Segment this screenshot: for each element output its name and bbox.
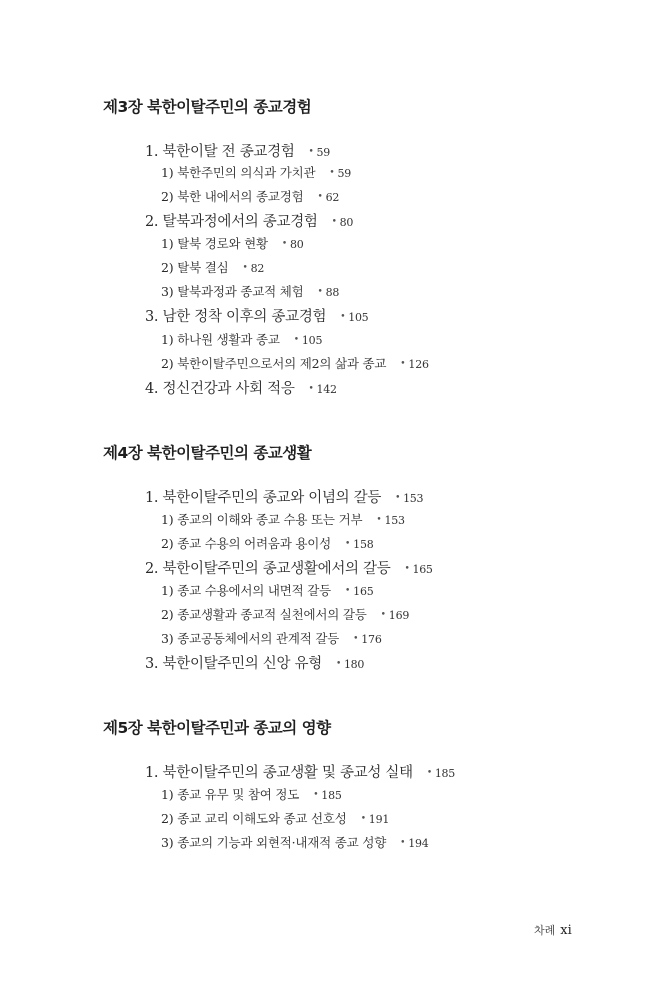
bullet-icon: • <box>345 539 351 549</box>
bullet-icon: • <box>353 634 359 644</box>
toc-subsection[interactable] <box>161 330 322 348</box>
bullet-icon: • <box>281 239 287 249</box>
toc-section-label: 2. 탈북과정에서의 종교경험 <box>145 214 318 230</box>
bullet-icon: • <box>376 515 382 525</box>
bullet-icon: • <box>335 659 341 669</box>
bullet-icon: • <box>404 564 410 574</box>
toc-subsection[interactable] <box>161 833 429 851</box>
toc-section-label: 1. 북한이탈주민의 종교생활 및 종교성 실태 <box>145 765 413 781</box>
page-number: 105 <box>301 334 323 347</box>
page-number: 185 <box>434 767 455 780</box>
bullet-icon: • <box>400 838 406 848</box>
toc-subsection-label: 2) 종교 교리 이해도와 종교 선호성 <box>161 811 347 826</box>
footer-label: 차례 <box>534 924 556 937</box>
page-number: 165 <box>412 563 433 576</box>
page-number: 194 <box>408 837 429 850</box>
page-number: 153 <box>384 514 405 527</box>
bullet-icon: • <box>345 586 351 596</box>
page-number: 180 <box>343 658 365 671</box>
toc-subsection[interactable] <box>161 605 409 623</box>
toc-subsection[interactable] <box>161 258 264 276</box>
toc-section-label: 1. 북한이탈주민의 종교와 이념의 갈등 <box>145 490 382 506</box>
page-number: 59 <box>316 146 330 159</box>
page-number: 126 <box>408 358 429 371</box>
toc-section-label: 1. 북한이탈 전 종교경험 <box>145 144 295 160</box>
toc-subsection-label: 2) 종교 수용의 어려움과 용이성 <box>161 536 332 551</box>
toc-subsection[interactable] <box>161 234 304 252</box>
toc-subsection-label: 2) 북한이탈주민으로서의 제2의 삶과 종교 <box>161 356 387 371</box>
bullet-icon: • <box>313 790 319 800</box>
toc-section[interactable] <box>145 486 423 507</box>
toc-subsection-label: 3) 탈북과정과 종교적 체험 <box>161 284 304 299</box>
page-number: 80 <box>339 216 354 229</box>
bullet-icon: • <box>400 359 406 369</box>
bullet-icon: • <box>308 147 314 157</box>
chapter-title: 제4장 북한이탈주민의 종교생활 <box>103 444 312 462</box>
page-number: 88 <box>325 286 340 299</box>
page-footer <box>534 922 572 938</box>
toc-subsection-label: 1) 북한주민의 의식과 가치관 <box>161 165 316 180</box>
bullet-icon: • <box>242 263 248 273</box>
toc-subsection-label: 2) 북한 내에서의 종교경험 <box>161 189 304 204</box>
bullet-icon: • <box>426 768 432 778</box>
toc-section[interactable] <box>145 377 337 398</box>
toc-subsection[interactable] <box>161 510 405 528</box>
bullet-icon: • <box>317 287 323 297</box>
bullet-icon: • <box>329 168 335 178</box>
toc-subsection-label: 2) 탈북 결심 <box>161 260 229 275</box>
toc-subsection[interactable] <box>161 629 382 647</box>
toc-subsection-label: 3) 종교공동체에서의 관계적 갈등 <box>161 631 340 646</box>
toc-subsection-label: 1) 탈북 경로와 현황 <box>161 236 268 251</box>
chapter-title: 제5장 북한이탈주민과 종교의 영향 <box>103 719 331 737</box>
page-number: 158 <box>353 538 374 551</box>
page-number: 165 <box>353 585 374 598</box>
toc-subsection[interactable] <box>161 282 339 300</box>
toc-subsection[interactable] <box>161 785 342 803</box>
bullet-icon: • <box>331 217 337 227</box>
toc-subsection[interactable] <box>161 354 429 372</box>
page-number: 59 <box>337 167 352 180</box>
toc-section[interactable] <box>145 140 330 161</box>
toc-subsection[interactable] <box>161 187 339 205</box>
toc-subsection-label: 2) 종교생활과 종교적 실천에서의 갈등 <box>161 607 367 622</box>
bullet-icon: • <box>340 312 346 322</box>
footer-page-number: xi <box>560 923 572 938</box>
page-number: 62 <box>325 191 340 204</box>
page-number: 105 <box>348 311 369 324</box>
toc-section-label: 3. 북한이탈주민의 신앙 유형 <box>145 656 322 672</box>
toc-section[interactable] <box>145 305 368 326</box>
toc-subsection[interactable] <box>161 809 389 827</box>
page-number: 169 <box>388 609 410 622</box>
page-number: 185 <box>321 789 342 802</box>
page-number: 153 <box>403 492 424 505</box>
bullet-icon: • <box>360 814 366 824</box>
bullet-icon: • <box>380 610 386 620</box>
toc-subsection-label: 1) 종교 수용에서의 내면적 갈등 <box>161 583 332 598</box>
toc-section[interactable] <box>145 557 433 578</box>
toc-subsection-label: 3) 종교의 기능과 외현적·내재적 종교 성향 <box>161 835 387 850</box>
chapter-title: 제3장 북한이탈주민의 종교경험 <box>103 98 312 116</box>
toc-subsection[interactable] <box>161 534 374 552</box>
bullet-icon: • <box>395 493 401 503</box>
bullet-icon: • <box>293 335 299 345</box>
toc-section-label: 4. 정신건강과 사회 적응 <box>145 381 295 397</box>
page-number: 80 <box>290 238 304 251</box>
toc-subsection-label: 1) 하나원 생활과 종교 <box>161 332 280 347</box>
toc-subsection-label: 1) 종교 유무 및 참여 정도 <box>161 787 300 802</box>
toc-section[interactable] <box>145 652 364 673</box>
toc-section[interactable] <box>145 761 455 782</box>
page-number: 82 <box>250 262 265 275</box>
toc-subsection[interactable] <box>161 581 374 599</box>
toc-section-label: 3. 남한 정착 이후의 종교경험 <box>145 309 327 325</box>
toc-subsection[interactable] <box>161 163 351 181</box>
bullet-icon: • <box>317 192 323 202</box>
page-number: 191 <box>368 813 390 826</box>
toc-section-label: 2. 북한이탈주민의 종교생활에서의 갈등 <box>145 561 391 577</box>
toc-subsection-label: 1) 종교의 이해와 종교 수용 또는 거부 <box>161 512 363 527</box>
toc-section[interactable] <box>145 210 353 231</box>
bullet-icon: • <box>308 384 314 394</box>
page-number: 176 <box>361 633 382 646</box>
page-number: 142 <box>316 383 337 396</box>
